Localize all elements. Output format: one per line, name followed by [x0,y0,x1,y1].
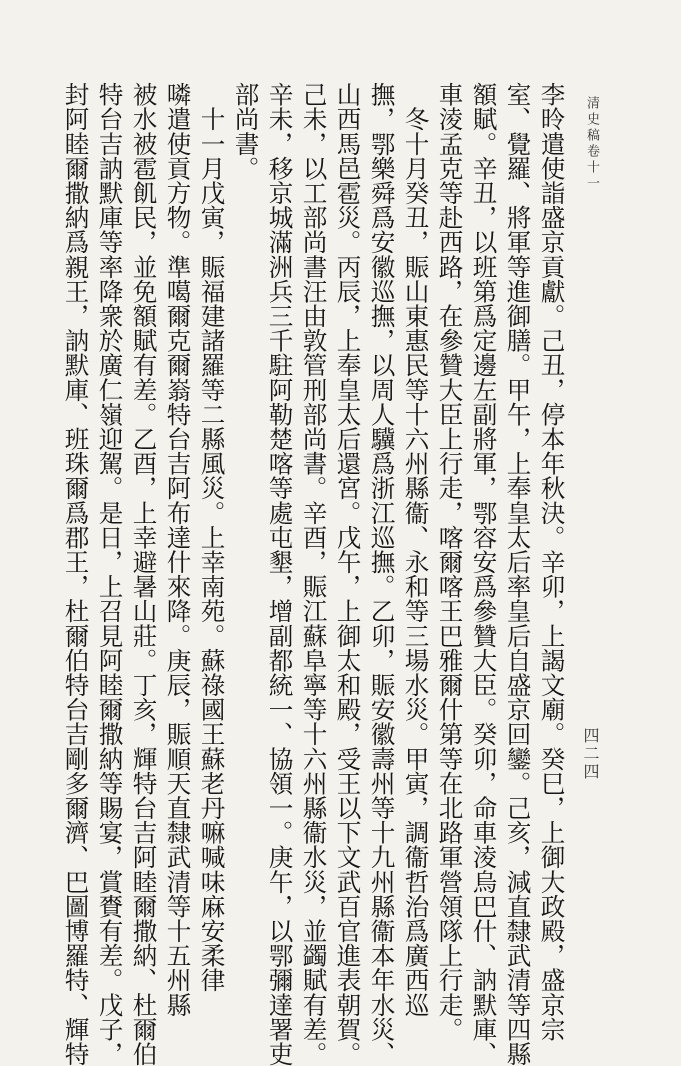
text-column-11: 十一月戊寅，賑福建諸羅等二縣風災。上幸南苑。蘇祿國王蘇老丹嘛喊味麻安柔律 [197,82,227,993]
text-column-1: 李昤遣使詣盛京貢獻。己丑，停本年秋決。辛卯，上謁文廟。癸巳，上御大政殿，盛京宗 [537,82,567,1042]
text-column-9: 辛未，移京城滿洲兵三千駐阿勒楚喀等處屯墾，增副都統一、協領一。庚午，以鄂彌達署吏 [265,82,295,1066]
text-column-2: 室、覺羅、將軍等進御膳。甲午，上奉皇太后率皇后自盛京回鑾。己亥，減直隸武清等四縣 [503,82,533,1066]
text-column-5: 冬十月癸丑，賑山東惠民等十六州縣衞、永和等三場水災。甲寅，調衞哲治爲廣西巡 [401,82,431,1017]
text-column-10: 部尚書。 [231,82,261,181]
text-column-4: 車淩孟克等赴西路，在參贊大臣上行走，喀爾喀王巴雅爾什第等在北路軍營領隊上行走。 [435,82,465,1042]
text-column-7: 山西馬邑雹災。丙辰，上奉皇太后還宮。戊午，上御太和殿，受王以下文武百官進表朝賀。 [333,82,363,1066]
text-column-8: 己未，以工部尚書汪由敦管刑部尚書。辛酉，賑江蘇阜寧等十六州縣衞水災，並蠲賦有差。 [299,82,329,1066]
text-column-15: 封阿睦爾撒納爲親王，訥默庫、班珠爾爲郡王，杜爾伯特台吉剛多爾濟、巴圖博羅特、輝特 [61,82,91,1066]
text-column-12: 噒遣使貢方物。準噶爾克爾嵡特台吉阿布達什來降。庚辰，賑順天直隸武清等十五州縣 [163,82,193,1017]
page-number: 四二四 [581,727,600,781]
text-column-14: 特台吉訥默庫等率降衆於廣仁嶺迎駕。是日，上召見阿睦爾撒納等賜宴，賞賚有差。戊子， [95,82,125,1066]
running-head: 清史稿卷十一 [584,96,599,192]
text-column-6: 撫，鄂樂舜爲安徽巡撫，以周人驥爲浙江巡撫。乙卯，賑安徽壽州等十九州縣衞本年水災、 [367,82,397,1066]
text-column-3: 額賦。辛丑，以班第爲定邊左副將軍，鄂容安爲參贊大臣。癸卯，命車淩烏巴什、訥默庫、 [469,82,499,1066]
text-column-13: 被水被雹飢民，並免額賦有差。乙酉，上幸避暑山莊。丁亥，輝特台吉阿睦爾撒納、杜爾伯 [129,82,159,1066]
